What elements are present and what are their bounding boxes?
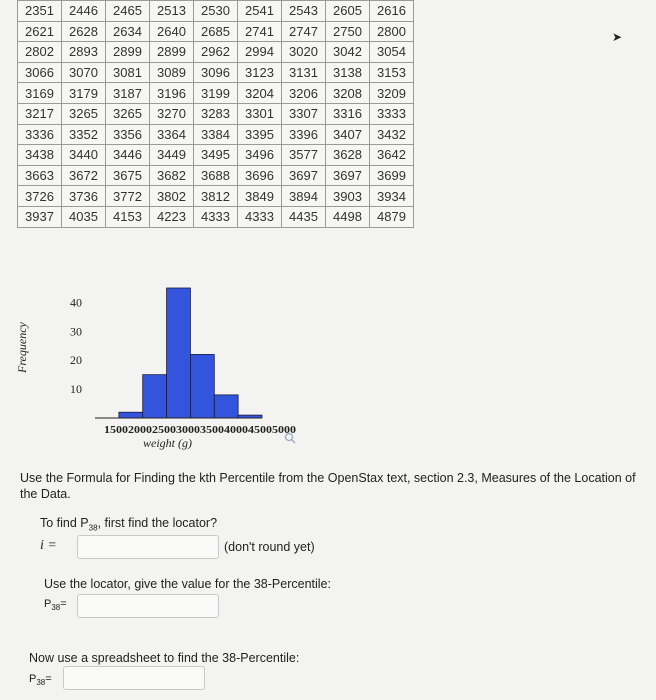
step2-prompt: Use the locator, give the value for the 38-Percentile: — [44, 577, 331, 591]
table-cell: 3937 — [18, 206, 62, 227]
table-row — [18, 1, 414, 22]
y-axis-label: Frequency — [15, 322, 29, 373]
table-cell: 3446 — [106, 145, 150, 166]
i-label: i = — [40, 538, 57, 553]
table-cell: 3726 — [18, 186, 62, 207]
table-cell: 2634 — [106, 21, 150, 42]
table-row — [18, 145, 414, 166]
table-cell: 3697 — [326, 165, 370, 186]
table-cell: 3217 — [18, 103, 62, 124]
x-tick-labels: 15002000250030003500400045005000 — [104, 424, 297, 436]
y-tick-label: 30 — [70, 324, 82, 339]
table-cell: 3208 — [326, 83, 370, 104]
table-row — [18, 165, 414, 186]
histogram-bar — [214, 395, 238, 418]
table-cell: 3364 — [150, 124, 194, 145]
table-cell: 2513 — [150, 1, 194, 22]
table-cell: 3199 — [194, 83, 238, 104]
cursor-arrow-icon: ➤ — [612, 30, 623, 44]
table-cell: 3384 — [194, 124, 238, 145]
table-row — [18, 103, 414, 124]
table-cell: 3096 — [194, 62, 238, 83]
table-cell: 4879 — [370, 206, 414, 227]
table-cell: 4435 — [282, 206, 326, 227]
table-cell: 2741 — [238, 21, 282, 42]
table-cell: 3903 — [326, 186, 370, 207]
table-cell: 3407 — [326, 124, 370, 145]
histogram — [0, 255, 340, 455]
table-cell: 3336 — [18, 124, 62, 145]
y-tick-label: 10 — [70, 382, 82, 397]
table-cell: 3894 — [282, 186, 326, 207]
table-cell: 4153 — [106, 206, 150, 227]
table-cell: 3577 — [282, 145, 326, 166]
table-cell: 4223 — [150, 206, 194, 227]
table-cell: 3934 — [370, 186, 414, 207]
table-cell: 2750 — [326, 21, 370, 42]
table-cell: 3395 — [238, 124, 282, 145]
table-cell: 3270 — [150, 103, 194, 124]
table-cell: 3020 — [282, 42, 326, 63]
table-cell: 3169 — [18, 83, 62, 104]
table-cell: 4498 — [326, 206, 370, 227]
table-cell: 3153 — [370, 62, 414, 83]
table-cell: 2605 — [326, 1, 370, 22]
step1-prompt: To find $P_{38}$, first find the locator? — [40, 516, 218, 533]
table-cell: 3772 — [106, 186, 150, 207]
table-cell: 3301 — [238, 103, 282, 124]
table-cell: 3440 — [62, 145, 106, 166]
y-tick-label: 20 — [70, 353, 82, 368]
table-cell: 3066 — [18, 62, 62, 83]
table-cell: 3054 — [370, 42, 414, 63]
table-cell: 3187 — [106, 83, 150, 104]
table-cell: 3206 — [282, 83, 326, 104]
table-cell: 3495 — [194, 145, 238, 166]
table-cell: 3352 — [62, 124, 106, 145]
table-cell: 2800 — [370, 21, 414, 42]
histogram-bar — [167, 288, 191, 418]
table-cell: 2621 — [18, 21, 62, 42]
p38-label-2: $P_{38}=$ — [29, 673, 52, 688]
table-cell: 3849 — [238, 186, 282, 207]
table-cell: 3449 — [150, 145, 194, 166]
table-row — [18, 186, 414, 207]
table-cell: 3123 — [238, 62, 282, 83]
table-row — [18, 124, 414, 145]
table-cell: 2962 — [194, 42, 238, 63]
table-row — [18, 42, 414, 63]
table-cell: 2685 — [194, 21, 238, 42]
table-cell: 3682 — [150, 165, 194, 186]
table-cell: 3696 — [238, 165, 282, 186]
table-cell: 3356 — [106, 124, 150, 145]
table-cell: 4333 — [194, 206, 238, 227]
table-cell: 3316 — [326, 103, 370, 124]
table-cell: 2899 — [106, 42, 150, 63]
p38-label: $P_{38}=$ — [44, 598, 67, 613]
table-cell: 3265 — [106, 103, 150, 124]
table-row — [18, 21, 414, 42]
table-row — [18, 206, 414, 227]
table-cell: 4333 — [238, 206, 282, 227]
table-cell: 3131 — [282, 62, 326, 83]
table-cell: 2351 — [18, 1, 62, 22]
table-cell: 3812 — [194, 186, 238, 207]
table-cell: 3736 — [62, 186, 106, 207]
table-cell: 3138 — [326, 62, 370, 83]
table-cell: 3697 — [282, 165, 326, 186]
data-table — [17, 0, 414, 228]
table-cell: 3307 — [282, 103, 326, 124]
table-cell: 2465 — [106, 1, 150, 22]
table-cell: 2446 — [62, 1, 106, 22]
table-cell: 3396 — [282, 124, 326, 145]
table-cell: 3675 — [106, 165, 150, 186]
table-cell: 2628 — [62, 21, 106, 42]
table-cell: 4035 — [62, 206, 106, 227]
table-cell: 2747 — [282, 21, 326, 42]
step3-prompt: Now use a spreadsheet to find the 38-Percentile: — [29, 651, 300, 665]
table-cell: 2893 — [62, 42, 106, 63]
spreadsheet-percentile-input[interactable] — [63, 666, 205, 690]
table-cell: 3042 — [326, 42, 370, 63]
histogram-bar — [143, 375, 167, 418]
table-cell: 3333 — [370, 103, 414, 124]
table-cell: 2530 — [194, 1, 238, 22]
table-cell: 3663 — [18, 165, 62, 186]
table-row — [18, 62, 414, 83]
table-cell: 3196 — [150, 83, 194, 104]
table-cell: 2994 — [238, 42, 282, 63]
histogram-bar — [119, 412, 143, 418]
instructions-text: Use the Formula for Finding the kth Percentile from the OpenStax text, section 2.3, Measures of the Location of the Data. — [20, 471, 636, 501]
x-axis-label: weight (g) — [143, 436, 192, 450]
table-cell: 2640 — [150, 21, 194, 42]
table-cell: 3265 — [62, 103, 106, 124]
table-cell: 3802 — [150, 186, 194, 207]
table-cell: 2616 — [370, 1, 414, 22]
table-cell: 3209 — [370, 83, 414, 104]
locator-input[interactable] — [77, 535, 219, 559]
hint-text: (don't round yet) — [224, 540, 315, 554]
table-cell: 3081 — [106, 62, 150, 83]
table-cell: 3496 — [238, 145, 282, 166]
table-cell: 3089 — [150, 62, 194, 83]
table-cell: 2802 — [18, 42, 62, 63]
table-cell: 3179 — [62, 83, 106, 104]
table-row — [18, 83, 414, 104]
table-cell: 3070 — [62, 62, 106, 83]
table-cell: 2543 — [282, 1, 326, 22]
table-cell: 3699 — [370, 165, 414, 186]
table-cell: 3628 — [326, 145, 370, 166]
table-cell: 3438 — [18, 145, 62, 166]
histogram-bar — [190, 354, 214, 418]
table-cell: 3672 — [62, 165, 106, 186]
table-cell: 3283 — [194, 103, 238, 124]
table-cell: 3204 — [238, 83, 282, 104]
table-cell: 2541 — [238, 1, 282, 22]
table-cell: 2899 — [150, 42, 194, 63]
table-cell: 3688 — [194, 165, 238, 186]
percentile-input[interactable] — [77, 594, 219, 618]
table-cell: 3642 — [370, 145, 414, 166]
y-tick-label: 40 — [70, 295, 82, 310]
table-cell: 3432 — [370, 124, 414, 145]
